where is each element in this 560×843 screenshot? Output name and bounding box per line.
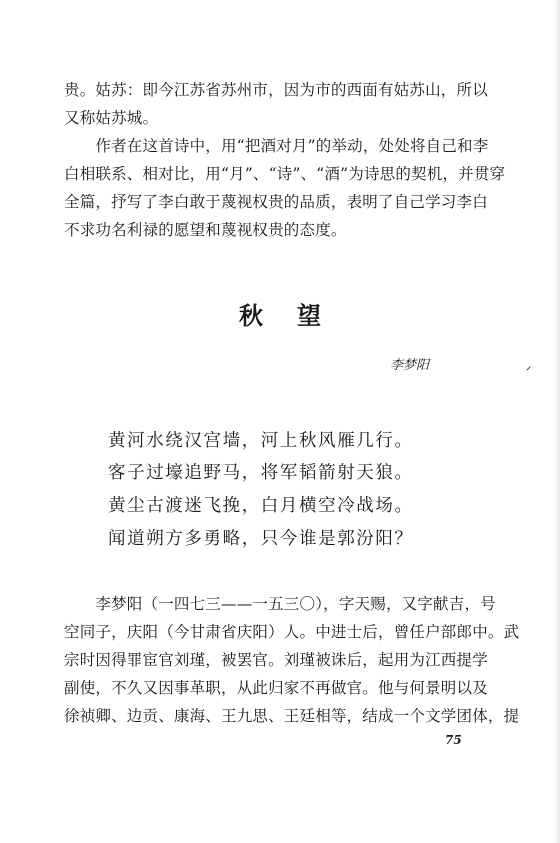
poem-line-2: 客子过壕追野马，将军韬箭射天狼。 [108, 463, 414, 483]
commentary-line-1: 贵。姑苏：即今江苏省苏州市，因为市的西面有姑苏山，所以 [64, 81, 488, 99]
poem-author: 李梦阳 [390, 358, 430, 373]
bio-line-2: 空同子，庆阳（今甘肃省庆阳）人。中进士后，曾任户部郎中。武 [64, 623, 520, 641]
commentary-line-2: 又称姑苏城。 [64, 109, 159, 127]
poem-line-3: 黄尘古渡迷飞挽，白月横空冷战场。 [108, 496, 414, 516]
page-number: 75 [445, 733, 462, 747]
commentary-line-5: 全篇，抒写了李白敢于蔑视权贵的品质，表明了自己学习李白 [64, 193, 488, 211]
commentary-line-6: 不求功名利禄的愿望和蔑视权贵的态度。 [64, 221, 347, 239]
poem-line-1: 黄河水绕汉宫墙，河上秋风雁几行。 [108, 431, 414, 451]
bio-line-3: 宗时因得罪宦官刘瑾，被罢官。刘瑾被诛后，起用为江西提学 [64, 651, 488, 669]
stray-mark [526, 366, 530, 370]
commentary-line-3: 作者在这首诗中，用“把酒对月”的举动，处处将自己和李 [64, 137, 489, 155]
page-edge-shadow [554, 0, 560, 843]
poem-line-4: 闻道朔方多勇略，只今谁是郭汾阳？ [108, 529, 414, 549]
commentary-line-4: 白相联系、相对比，用“月”、“诗”、“酒”为诗思的契机，并贯穿 [64, 165, 506, 183]
bio-line-4: 副使，不久又因事革职，从此归家不再做官。他与何景明以及 [64, 679, 488, 697]
bio-line-1: 李梦阳（一四七三——一五三〇），字天赐，又字献吉，号 [64, 595, 496, 613]
poem-title: 秋望 [239, 301, 355, 330]
bio-line-5: 徐祯卿、边贡、康海、王九思、王廷相等，结成一个文学团体，提 [64, 707, 520, 725]
